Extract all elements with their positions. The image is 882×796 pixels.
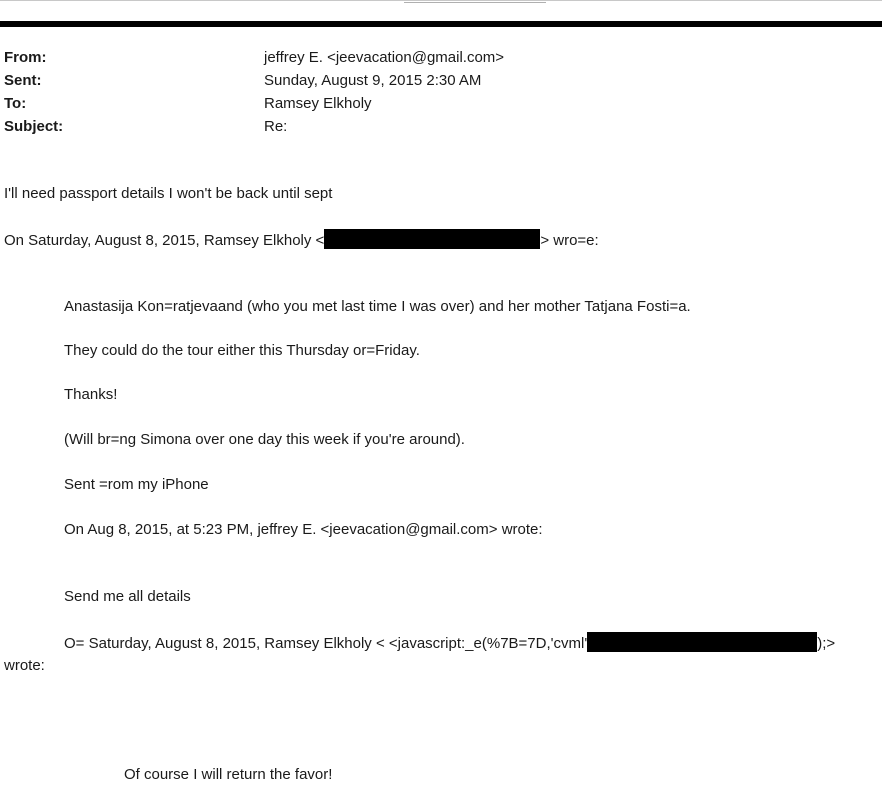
body-paragraph-2: They could do the tour either this Thursday or=Friday. bbox=[64, 342, 420, 359]
subject-label: Subject: bbox=[4, 118, 64, 135]
from-label: From: bbox=[4, 49, 47, 66]
body-paragraph-3: Thanks! bbox=[64, 386, 118, 403]
quote-header-2-wrap: wrote: bbox=[4, 657, 45, 674]
subject-value: Re: bbox=[264, 118, 288, 135]
quote-header-2 bbox=[64, 632, 835, 654]
sent-value: Sunday, August 9, 2015 2:30 AM bbox=[264, 72, 482, 89]
header-rule bbox=[0, 21, 882, 27]
body-paragraph-7: Send me all details bbox=[64, 588, 191, 605]
from-value: jeffrey E. <jeevacation@gmail.com> bbox=[264, 49, 505, 66]
redaction-box bbox=[324, 229, 540, 249]
quote-header-1 bbox=[4, 229, 599, 251]
quote-header-2-prefix: O= Saturday, August 8, 2015, Ramsey Elkholy < <javascript:_e(%7B=7D,'cvml' bbox=[64, 635, 588, 652]
quote-header-1-prefix: On Saturday, August 8, 2015, Ramsey Elkholy < bbox=[4, 232, 325, 249]
body-line-1: I'll need passport details I won't be back until sept bbox=[4, 185, 333, 202]
redaction-box bbox=[587, 632, 817, 652]
body-paragraph-1: Anastasija Kon=ratjevaand (who you met last time I was over) and her mother Tatjana Fosti=a. bbox=[64, 298, 691, 315]
body-paragraph-8: Of course I will return the favor! bbox=[124, 766, 333, 783]
quote-header-2-suffix: );> bbox=[817, 635, 836, 652]
to-value: Ramsey Elkholy bbox=[264, 95, 372, 112]
body-paragraph-4: (Will br=ng Simona over one day this week if you're around). bbox=[64, 431, 465, 448]
quote-header-1-suffix: > wro=e: bbox=[540, 232, 599, 249]
body-paragraph-6: On Aug 8, 2015, at 5:23 PM, jeffrey E. <jeevacation@gmail.com> wrote: bbox=[64, 521, 543, 538]
body-paragraph-5: Sent =rom my iPhone bbox=[64, 476, 209, 493]
top-tab-edge bbox=[404, 0, 546, 3]
sent-label: Sent: bbox=[4, 72, 42, 89]
to-label: To: bbox=[4, 95, 27, 112]
